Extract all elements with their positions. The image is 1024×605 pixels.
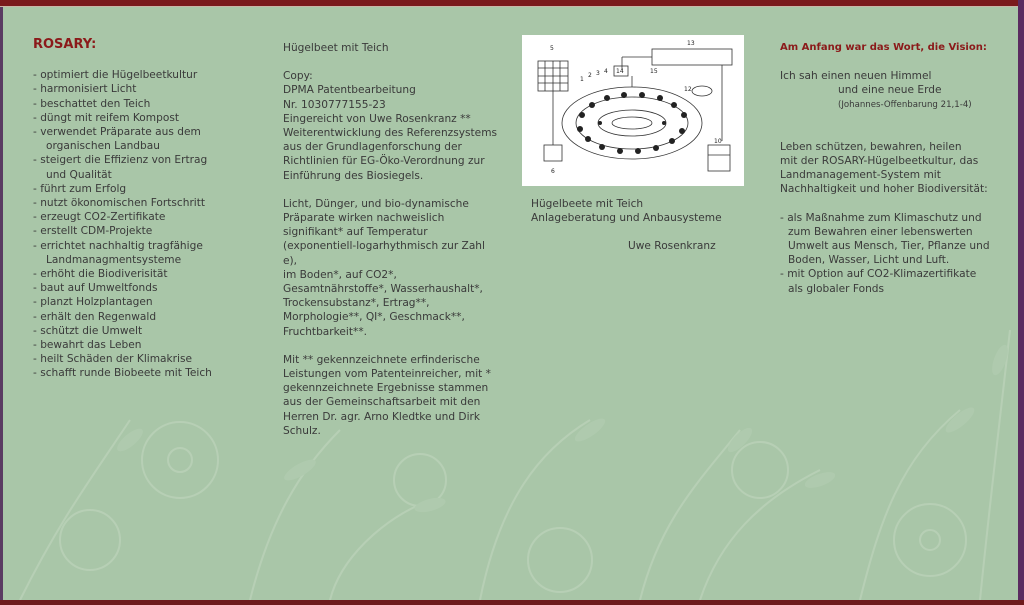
list-item: - mit Option auf CO2-Klimazertifikate bbox=[780, 268, 977, 281]
figure-label: 6 bbox=[551, 168, 555, 175]
right-edge bbox=[1018, 0, 1024, 605]
raised-bed-diagram bbox=[522, 35, 744, 186]
vision-column bbox=[780, 41, 995, 296]
patent-column bbox=[283, 41, 498, 438]
copy-line: Richtlinien für EG-Öko-Verordnung zur bbox=[283, 155, 485, 168]
pond-shape bbox=[598, 110, 666, 136]
figure-label: 10 bbox=[714, 138, 722, 145]
vision-line: Nachhaltigkeit und hoher Biodiversität: bbox=[780, 183, 988, 196]
spacer bbox=[283, 339, 498, 353]
list-item: - schafft runde Biobeete mit Teich bbox=[33, 367, 212, 380]
caption-author: Uwe Rosenkranz bbox=[628, 240, 716, 253]
copy-line: DPMA Patentbearbeitung bbox=[283, 84, 416, 97]
patent-drawing bbox=[522, 35, 744, 186]
list-item: - planzt Holzplantagen bbox=[33, 296, 153, 309]
quote-line: und eine neue Erde bbox=[838, 84, 942, 97]
effects-line: (exponentiell-logarhythmisch zur Zahl e), bbox=[283, 240, 485, 267]
effects-line: Morphologie**, QI*, Geschmack**, bbox=[283, 311, 465, 324]
bottom-border bbox=[0, 600, 1024, 605]
effects-line: signifikant* auf Temperatur bbox=[283, 226, 428, 239]
outer-bed-ring bbox=[562, 87, 702, 159]
rosary-column bbox=[33, 38, 233, 381]
credits-line: gekennzeichnete Ergebnisse stammen bbox=[283, 382, 489, 395]
quote-line: Ich sah einen neuen Himmel bbox=[780, 70, 932, 83]
list-item: - als Maßnahme zum Klimaschutz und bbox=[780, 211, 982, 224]
list-item: - schützt die Umwelt bbox=[33, 324, 143, 337]
list-item: Boden, Wasser, Licht und Luft. bbox=[788, 254, 950, 267]
effects-line: Präparate wirken nachweislich bbox=[283, 212, 445, 225]
effects-line: Fruchtbarkeit**. bbox=[283, 325, 367, 338]
figure-caption bbox=[531, 197, 746, 254]
vision-title: Am Anfang war das Wort, die Vision: bbox=[780, 42, 987, 53]
copy-line: Eingereicht von Uwe Rosenkranz ** bbox=[283, 112, 471, 125]
list-item: als globaler Fonds bbox=[788, 282, 885, 295]
spacer bbox=[780, 197, 995, 211]
vision-line: Landmanagement-System mit bbox=[780, 169, 941, 182]
copy-line: Copy: bbox=[283, 70, 313, 83]
list-item: - nutzt ökonomischen Fortschritt bbox=[33, 197, 206, 210]
rosary-benefit-list bbox=[33, 68, 233, 380]
list-item: - optimiert die Hügelbeetkultur bbox=[33, 69, 198, 82]
list-item: - erhöht die Biodiverisität bbox=[33, 268, 168, 281]
list-item: - beschattet den Teich bbox=[33, 97, 151, 110]
list-item: - erstellt CDM-Projekte bbox=[33, 225, 153, 238]
list-item: - steigert die Effizienz von Ertrag bbox=[33, 154, 208, 167]
list-item: - verwendet Präparate aus dem bbox=[33, 126, 201, 139]
vision-line: Leben schützen, bewahren, heilen bbox=[780, 140, 962, 153]
effects-line: im Boden*, auf CO2*, bbox=[283, 268, 397, 281]
effects-line: Licht, Dünger, und bio-dynamische bbox=[283, 197, 469, 210]
caption-line: Hügelbeete mit Teich bbox=[531, 198, 644, 210]
patent-heading: Hügelbeet mit Teich bbox=[283, 42, 389, 54]
list-item: - heilt Schäden der Klimakrise bbox=[33, 353, 192, 366]
figure-label: 15 bbox=[650, 68, 658, 75]
list-item: und Qualität bbox=[46, 168, 112, 181]
list-item: - erzeugt CO2-Zertifikate bbox=[33, 211, 166, 224]
copy-line: Nr. 1030777155-23 bbox=[283, 98, 386, 111]
figure-label: 3 bbox=[596, 70, 600, 77]
list-item: organischen Landbau bbox=[46, 140, 160, 153]
list-item: - führt zum Erfolg bbox=[33, 182, 127, 195]
copy-line: aus der Grundlagenforschung der bbox=[283, 141, 462, 154]
figure-label: 4 bbox=[604, 68, 608, 75]
figure-label: 12 bbox=[684, 86, 692, 93]
credits-line: aus der Gemeinschaftsarbeit mit den bbox=[283, 396, 481, 409]
vision-line: mit der ROSARY-Hügelbeetkultur, das bbox=[780, 155, 979, 168]
list-item: Landmanagmentsysteme bbox=[46, 253, 182, 266]
compost-box-shape bbox=[708, 145, 730, 171]
copy-line: Einführung des Biosiegels. bbox=[283, 169, 424, 182]
effects-line: Gesamtnährstoffe*, Wasserhaushalt*, bbox=[283, 283, 483, 296]
list-item: - bewahrt das Leben bbox=[33, 339, 142, 352]
credits-line: Herren Dr. agr. Arno Kledtke und Dirk Schulz. bbox=[283, 410, 481, 437]
battery-box-shape bbox=[544, 145, 562, 161]
bible-reference: (Johannes-Offenbarung 21,1-4) bbox=[838, 99, 972, 110]
list-item: Umwelt aus Mensch, Tier, Pflanze und bbox=[788, 240, 990, 253]
list-item: - baut auf Umweltfonds bbox=[33, 282, 158, 295]
spacer bbox=[283, 55, 498, 69]
copy-line: Weiterentwicklung des Referenzsystems bbox=[283, 127, 498, 140]
credits-line: Leistungen vom Patenteinreicher, mit * bbox=[283, 368, 491, 381]
figure-label: 1 bbox=[580, 76, 584, 83]
credits-line: Mit ** gekennzeichnete erfinderische bbox=[283, 353, 480, 366]
list-item: zum Bewahren einer lebenswerten bbox=[788, 225, 973, 238]
spacer bbox=[531, 225, 746, 239]
list-item: - errichtet nachhaltig tragfähige bbox=[33, 239, 203, 252]
effects-line: Trockensubstanz*, Ertrag**, bbox=[283, 297, 430, 310]
rosary-title: ROSARY: bbox=[33, 37, 97, 52]
vision-list bbox=[780, 211, 995, 296]
list-item: - düngt mit reifem Kompost bbox=[33, 111, 179, 124]
spacer bbox=[283, 183, 498, 197]
spacer bbox=[780, 112, 995, 126]
list-item: - erhält den Regenwald bbox=[33, 310, 157, 323]
caption-line: Anlageberatung und Anbausysteme bbox=[531, 212, 722, 225]
list-item: - harmonisiert Licht bbox=[33, 83, 137, 96]
figure-label: 5 bbox=[550, 45, 554, 52]
spacer bbox=[780, 126, 995, 140]
figure-label: 14 bbox=[616, 68, 624, 75]
figure-label: 2 bbox=[588, 72, 592, 79]
figure-label: 13 bbox=[687, 40, 695, 47]
tank-shape bbox=[652, 49, 732, 65]
